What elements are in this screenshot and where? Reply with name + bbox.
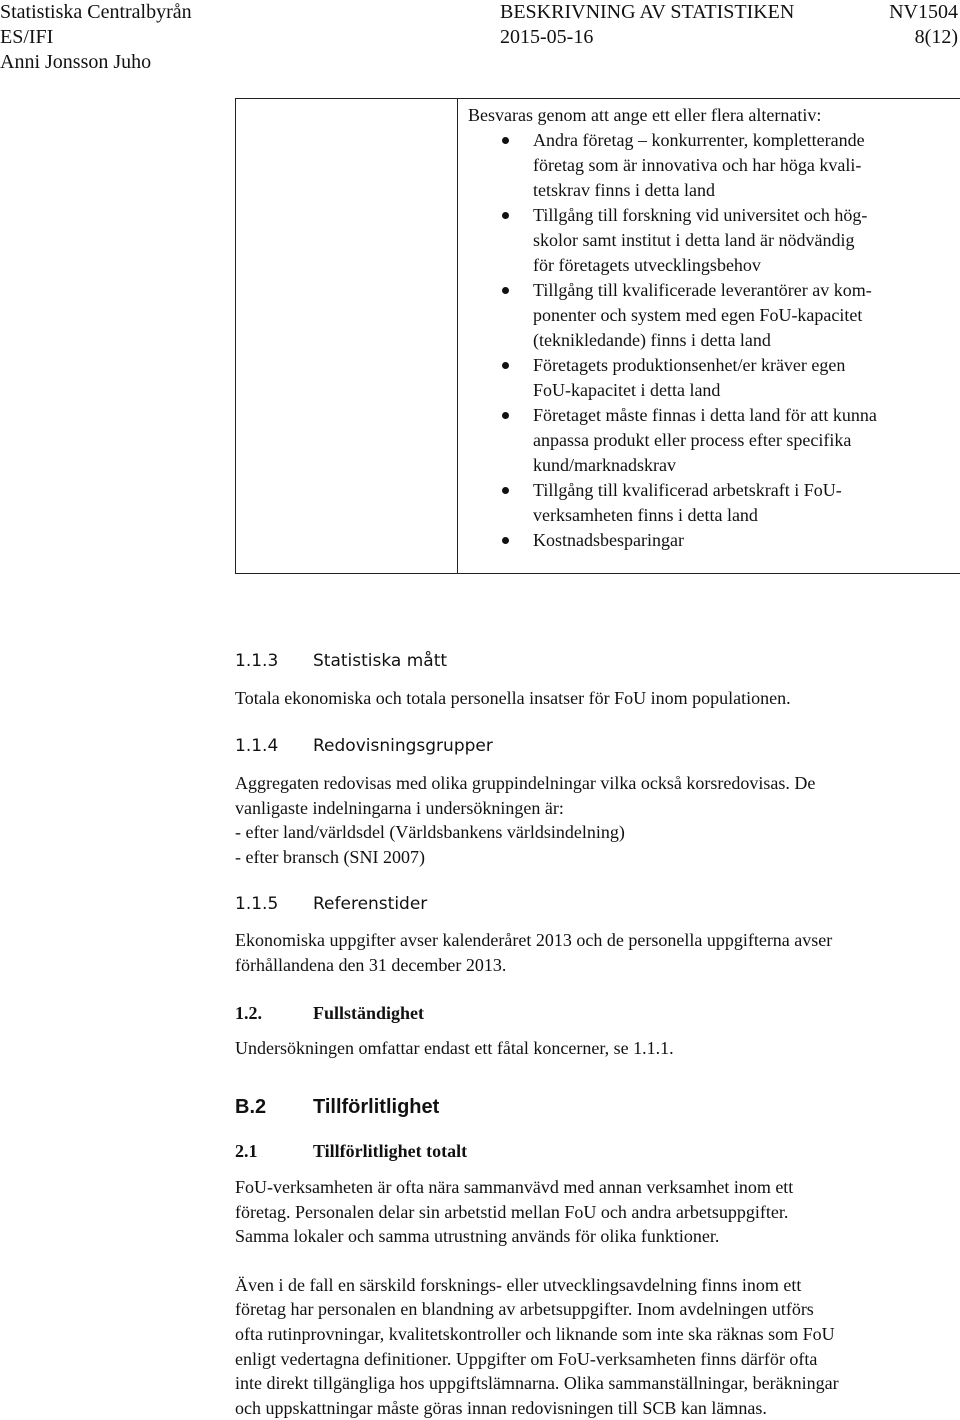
section-line: vanligaste indelningarna i undersökningen är: <box>235 797 564 818</box>
doc-type: BESKRIVNING AV STATISTIKEN <box>500 1 795 23</box>
page-header <box>0 0 960 80</box>
paragraph-line: företag. Personalen delar sin arbetstid mellan FoU och andra arbetsuppgifter. <box>235 1201 789 1222</box>
alternative-line: Tillgång till kvalificerade leverantörer av kom- <box>533 280 872 300</box>
section-number: 1.2. <box>235 1003 262 1023</box>
header-row-3 <box>0 50 960 75</box>
page-number: 8(12) <box>914 26 958 48</box>
alternative-item <box>468 528 948 553</box>
table-intro-text: Besvaras genom att ange ett eller flera alternativ: <box>468 105 822 125</box>
paragraph-line: Även i de fall en särskild forsknings- eller utvecklingsavdelning finns inom ett <box>235 1274 802 1295</box>
bullet-icon <box>502 537 509 544</box>
table-cell-content <box>468 103 948 553</box>
chapter-number: B.2 <box>235 1096 267 1118</box>
section-number: 1.1.4 <box>235 736 279 756</box>
alternative-line: Företaget måste finnas i detta land för att kunna <box>533 405 877 425</box>
section-title: Referenstider <box>313 894 428 914</box>
section-1-1-4 <box>235 734 945 869</box>
alternative-line: Tillgång till forskning vid universitet och hög- <box>533 205 868 225</box>
paragraph-line: företag har personalen en blandning av arbetsuppgifter. Inom avdelningen utförs <box>235 1299 814 1320</box>
paragraph-line: Samma lokaler och samma utrustning används för olika funktioner. <box>235 1226 720 1247</box>
section-line: Aggregaten redovisas med olika gruppindelningar vilka också korsredovisas. De <box>235 773 816 793</box>
section-heading <box>235 1139 945 1163</box>
chapter-b-2 <box>235 1096 945 1119</box>
alternative-item <box>468 278 948 353</box>
alternative-line: verksamheten finns i detta land <box>533 505 758 525</box>
alternative-line: skolor samt institut i detta land är nödvändig <box>533 230 855 250</box>
chapter-title: Tillförlitlighet <box>313 1096 440 1118</box>
section-number: 2.1 <box>235 1141 258 1161</box>
bullet-icon <box>502 137 509 144</box>
alternatives-list <box>468 128 948 553</box>
section-text: Undersökningen omfattar endast ett fåtal koncerner, se 1.1.1. <box>235 1038 674 1058</box>
section-title: Redovisningsgrupper <box>313 736 493 756</box>
section-1-2 <box>235 1001 945 1061</box>
alternative-item <box>468 203 948 278</box>
alternative-line: för företagets utvecklingsbehov <box>533 255 761 275</box>
section-1-1-3 <box>235 649 945 711</box>
unit-code: ES/IFI <box>0 26 54 48</box>
alternative-line: Företagets produktionsenhet/er kräver egen <box>533 355 846 375</box>
alternative-item <box>468 478 948 528</box>
section-line: - efter bransch (SNI 2007) <box>235 846 425 867</box>
section-number: 1.1.5 <box>235 894 279 914</box>
doc-code: NV1504 <box>889 1 958 23</box>
doc-date: 2015-05-16 <box>500 26 594 48</box>
section-title: Fullständighet <box>313 1003 425 1023</box>
alternative-line: FoU-kapacitet i detta land <box>533 380 721 400</box>
alternative-item <box>468 403 948 478</box>
section-line: förhållandena den 31 december 2013. <box>235 954 507 975</box>
section-heading <box>235 649 945 673</box>
header-row-1 <box>0 0 960 25</box>
section-heading <box>235 892 945 916</box>
bullet-icon <box>502 487 509 494</box>
bullet-icon <box>502 362 509 369</box>
alternative-line: (teknikledande) finns i detta land <box>533 330 771 350</box>
alternative-line: företag som är innovativa och har höga kvali- <box>533 155 862 175</box>
section-line: Ekonomiska uppgifter avser kalenderåret 2013 och de personella uppgifterna avser <box>235 930 833 950</box>
bullet-icon <box>502 412 509 419</box>
bullet-icon <box>502 212 509 219</box>
section-text: Totala ekonomiska och totala personella insatser för FoU inom populationen. <box>235 688 791 708</box>
section-title: Tillförlitlighet totalt <box>313 1141 468 1161</box>
section-heading <box>235 734 945 758</box>
alternative-item <box>468 128 948 203</box>
paragraph-line: och uppskattningar måste göras innan redovisningen till SCB kan lämnas. <box>235 1397 767 1418</box>
paragraph-line: enligt vedertagna definitioner. Uppgifter om FoU-verksamheten finns därför ofta <box>235 1348 818 1369</box>
alternative-line: tetskrav finns i detta land <box>533 180 715 200</box>
author-name: Anni Jonsson Juho <box>0 51 152 73</box>
alternative-line: anpassa produkt eller process efter specifika <box>533 430 852 450</box>
alternative-line: Andra företag – konkurrenter, kompletterande <box>533 130 865 150</box>
table-column-divider <box>457 99 458 573</box>
alternative-line: kund/marknadskrav <box>533 455 676 475</box>
section-1-1-5 <box>235 892 945 977</box>
org-name: Statistiska Centralbyrån <box>0 1 192 23</box>
section-heading <box>235 1001 945 1025</box>
header-row-2 <box>0 25 960 50</box>
chapter-heading <box>235 1096 945 1119</box>
alternative-line: ponenter och system med egen FoU-kapacitet <box>533 305 863 325</box>
alternative-line: Tillgång till kvalificerad arbetskraft i FoU- <box>533 480 842 500</box>
section-2-1 <box>235 1139 945 1420</box>
bullet-icon <box>502 287 509 294</box>
paragraph-line: inte direkt tillgängliga hos uppgiftslämnarna. Olika sammanställningar, beräkningar <box>235 1373 839 1394</box>
variable-table-box <box>235 98 960 574</box>
paragraph-line: ofta rutinprovningar, kvalitetskontroller och liknande som inte ska räknas som FoU <box>235 1323 835 1344</box>
alternative-item <box>468 353 948 403</box>
section-title: Statistiska mått <box>313 651 448 671</box>
paragraph-line: FoU-verksamheten är ofta nära sammanvävd med annan verksamhet inom ett <box>235 1177 794 1197</box>
alternative-line: Kostnadsbesparingar <box>533 530 684 550</box>
section-number: 1.1.3 <box>235 651 279 671</box>
section-line: - efter land/världsdel (Världsbankens världsindelning) <box>235 822 625 843</box>
